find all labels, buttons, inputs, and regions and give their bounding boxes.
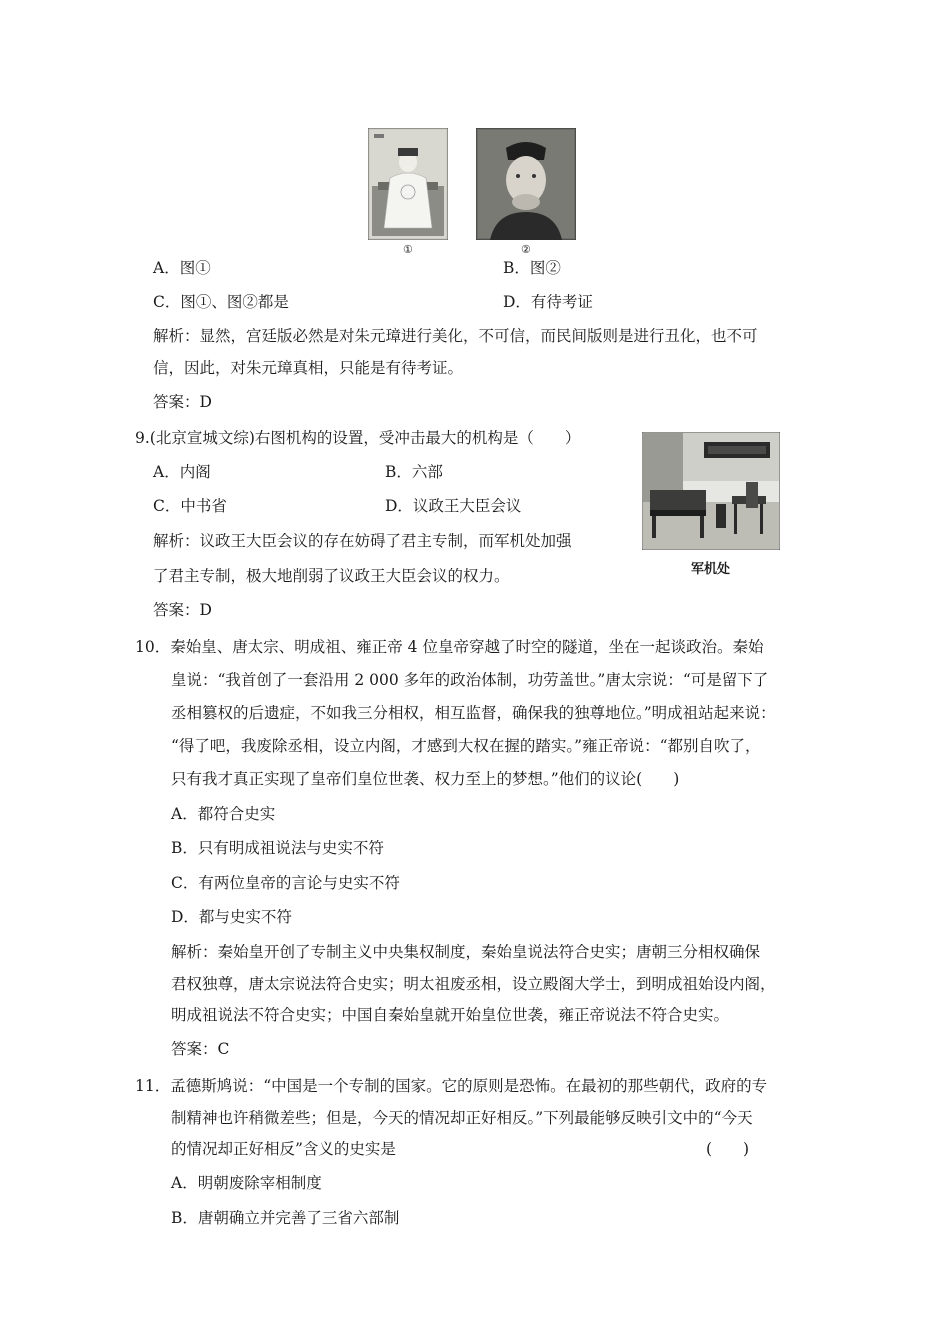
figure-caption: 军机处 — [691, 562, 731, 577]
portrait-palace-image — [368, 128, 448, 240]
q11-answer-blank: ( ) — [706, 1140, 750, 1158]
q11-stem-line: 的情况却正好相反”含义的史实是 — [171, 1140, 396, 1158]
q8-option-c[interactable]: C．图①、图②都是 — [153, 293, 289, 311]
q8-analysis-line: 信，因此，对朱元璋真相，只能是有待考证。 — [153, 359, 464, 377]
q8-option-d[interactable]: D．有待考证 — [503, 293, 593, 311]
q10-stem-line: “得了吧，我废除丞相，设立内阁，才感到大权在握的踏实。”雍正帝说：“都别自吹了， — [171, 737, 761, 755]
q9-option-c[interactable]: C．中书省 — [153, 497, 227, 515]
q11-option-b[interactable]: B．唐朝确立并完善了三省六部制 — [171, 1209, 400, 1227]
q10-stem-line: 丞相篡权的后遗症，不如我三分相权，相互监督，确保我的独尊地位。”明成祖站起来说： — [171, 704, 776, 722]
q10-answer: 答案：C — [171, 1040, 230, 1058]
q10-analysis-line: 明成祖说法不符合史实；中国自秦始皇就开始皇位世袭，雍正帝说法不符合史实。 — [171, 1006, 730, 1024]
figure-label-1: ① — [403, 243, 413, 256]
q10-stem-line: 10．秦始皇、唐太宗、明成祖、雍正帝 4 位皇帝穿越了时空的隧道，坐在一起谈政治。秦始 — [135, 638, 764, 656]
q10-analysis-line: 君权独尊，唐太宗说法符合史实；明太祖废丞相，设立殿阁大学士，到明成祖始设内阁， — [171, 975, 776, 993]
q11-stem-line: 制精神也许稍微差些；但是，今天的情况却正好相反。”下列最能够反映引文中的“今天 — [171, 1109, 753, 1127]
q10-analysis-line: 解析：秦始皇开创了专制主义中央集权制度，秦始皇说法符合史实；唐朝三分相权确保 — [171, 943, 761, 961]
grand-council-image — [642, 432, 780, 550]
q9-stem: 9.(北京宣城文综)右图机构的设置，受冲击最大的机构是（ ） — [135, 429, 581, 447]
q9-analysis-line: 解析：议政王大臣会议的存在妨碍了君主专制，而军机处加强 — [153, 532, 572, 550]
q9-option-d[interactable]: D．议政王大臣会议 — [385, 497, 522, 515]
portrait-folk-image — [476, 128, 576, 240]
q9-option-b[interactable]: B．六部 — [385, 463, 443, 481]
q10-stem-line: 皇说：“我首创了一套沿用 2 000 多年的政治体制，功劳盖世。”唐太宗说：“可是留下了 — [171, 671, 769, 689]
q10-stem-line: 只有我才真正实现了皇帝们皇位世袭、权力至上的梦想。”他们的议论( ) — [171, 770, 680, 788]
q9-answer: 答案：D — [153, 601, 212, 619]
q8-answer: 答案：D — [153, 393, 212, 411]
q8-option-b[interactable]: B．图② — [503, 259, 561, 277]
q8-analysis-line: 解析：显然，宫廷版必然是对朱元璋进行美化，不可信，而民间版则是进行丑化，也不可 — [153, 327, 758, 345]
q10-option-a[interactable]: A．都符合史实 — [171, 805, 276, 823]
q10-option-d[interactable]: D．都与史实不符 — [171, 908, 292, 926]
q11-option-a[interactable]: A．明朝废除宰相制度 — [171, 1174, 322, 1192]
q10-option-c[interactable]: C．有两位皇帝的言论与史实不符 — [171, 874, 400, 892]
q8-option-a[interactable]: A．图① — [153, 259, 211, 277]
q9-analysis-line: 了君主专制，极大地削弱了议政王大臣会议的权力。 — [153, 567, 510, 585]
q11-stem-line: 11．孟德斯鸠说：“中国是一个专制的国家。它的原则是恐怖。在最初的那些朝代，政府的专 — [135, 1077, 768, 1095]
figure-label-2: ② — [521, 243, 531, 256]
q10-option-b[interactable]: B．只有明成祖说法与史实不符 — [171, 839, 384, 857]
q9-option-a[interactable]: A．内阁 — [153, 463, 211, 481]
